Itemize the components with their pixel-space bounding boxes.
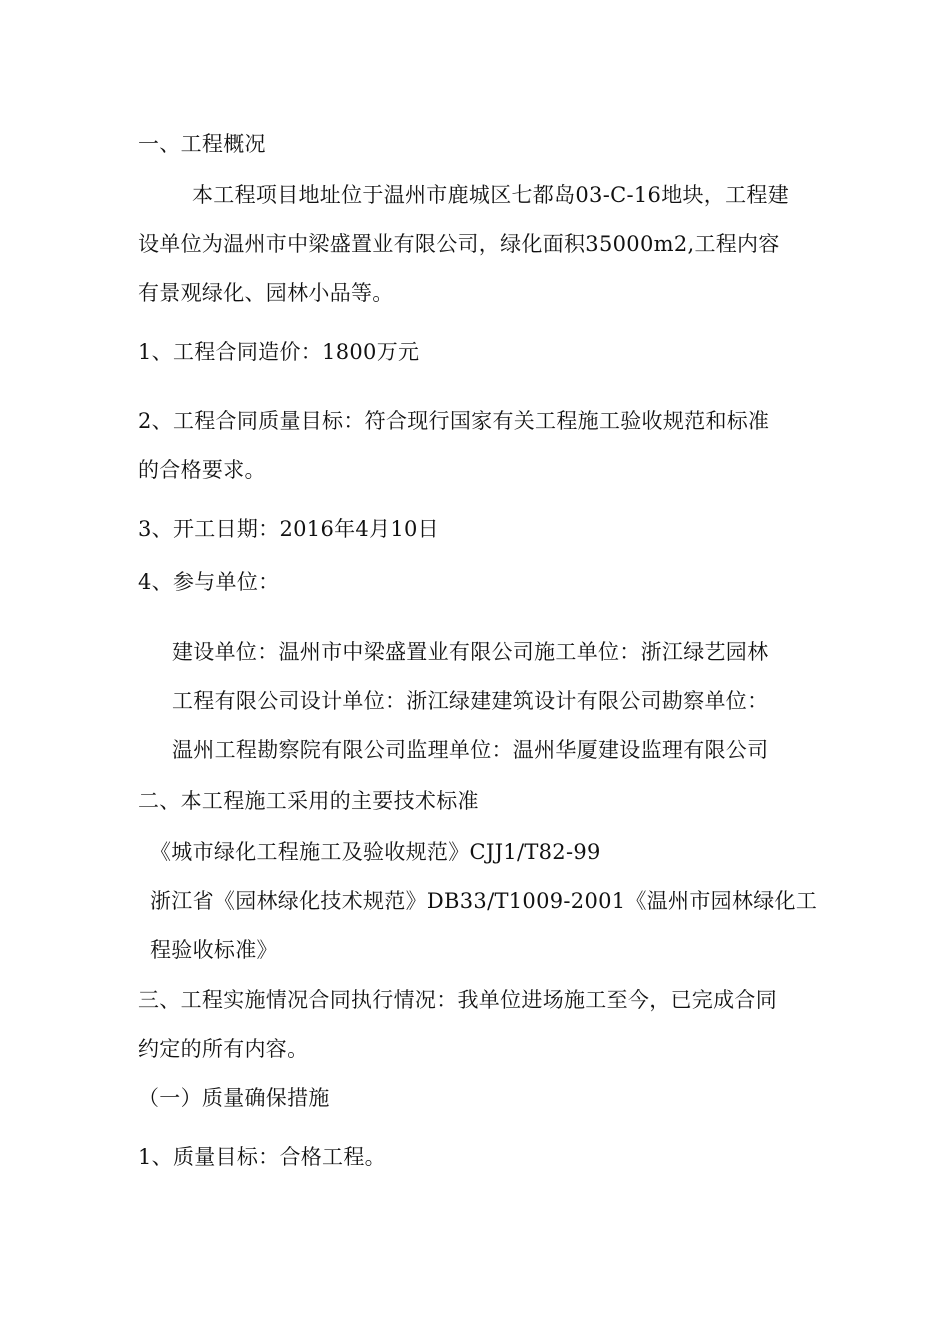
subsection-heading-quality-measures: （一）质量确保措施 [138,1086,330,1110]
section-heading-implementation: 三、工程实施情况合同执行情况：我单位进场施工至今，已完成合同 [138,988,777,1012]
section-heading-overview: 一、工程概况 [138,132,266,156]
paragraph-line: 约定的所有内容。 [138,1037,309,1061]
standard-line: 程验收标准》 [150,938,278,962]
standard-line: 浙江省《园林绿化技术规范》DB33/T1009-2001《温州市园林绿化工 [150,889,818,913]
standard-line: 《城市绿化工程施工及验收规范》CJJ1/T82-99 [150,840,601,864]
participants-line: 温州工程勘察院有限公司监理单位：温州华厦建设监理有限公司 [172,738,769,762]
participants-heading: 4、参与单位： [138,570,280,594]
paragraph-line: 有景观绿化、园林小品等。 [138,281,394,305]
contract-price-line: 1、工程合同造价：1800万元 [138,340,420,364]
quality-target-line: 的合格要求。 [138,458,266,482]
section-heading-standards: 二、本工程施工采用的主要技术标准 [138,789,479,813]
quality-goal-line: 1、质量目标：合格工程。 [138,1145,386,1169]
paragraph-line: 本工程项目地址位于温州市鹿城区七都岛03-C-16地块，工程建 [192,183,790,207]
participants-line: 建设单位：温州市中梁盛置业有限公司施工单位：浙江绿艺园林 [172,640,769,664]
start-date-line: 3、开工日期：2016年4月10日 [138,517,439,541]
quality-target-line: 2、工程合同质量目标：符合现行国家有关工程施工验收规范和标准 [138,409,770,433]
participants-line: 工程有限公司设计单位：浙江绿建建筑设计有限公司勘察单位： [172,689,769,713]
paragraph-line: 设单位为温州市中梁盛置业有限公司，绿化面积35000m2,工程内容 [138,232,780,256]
